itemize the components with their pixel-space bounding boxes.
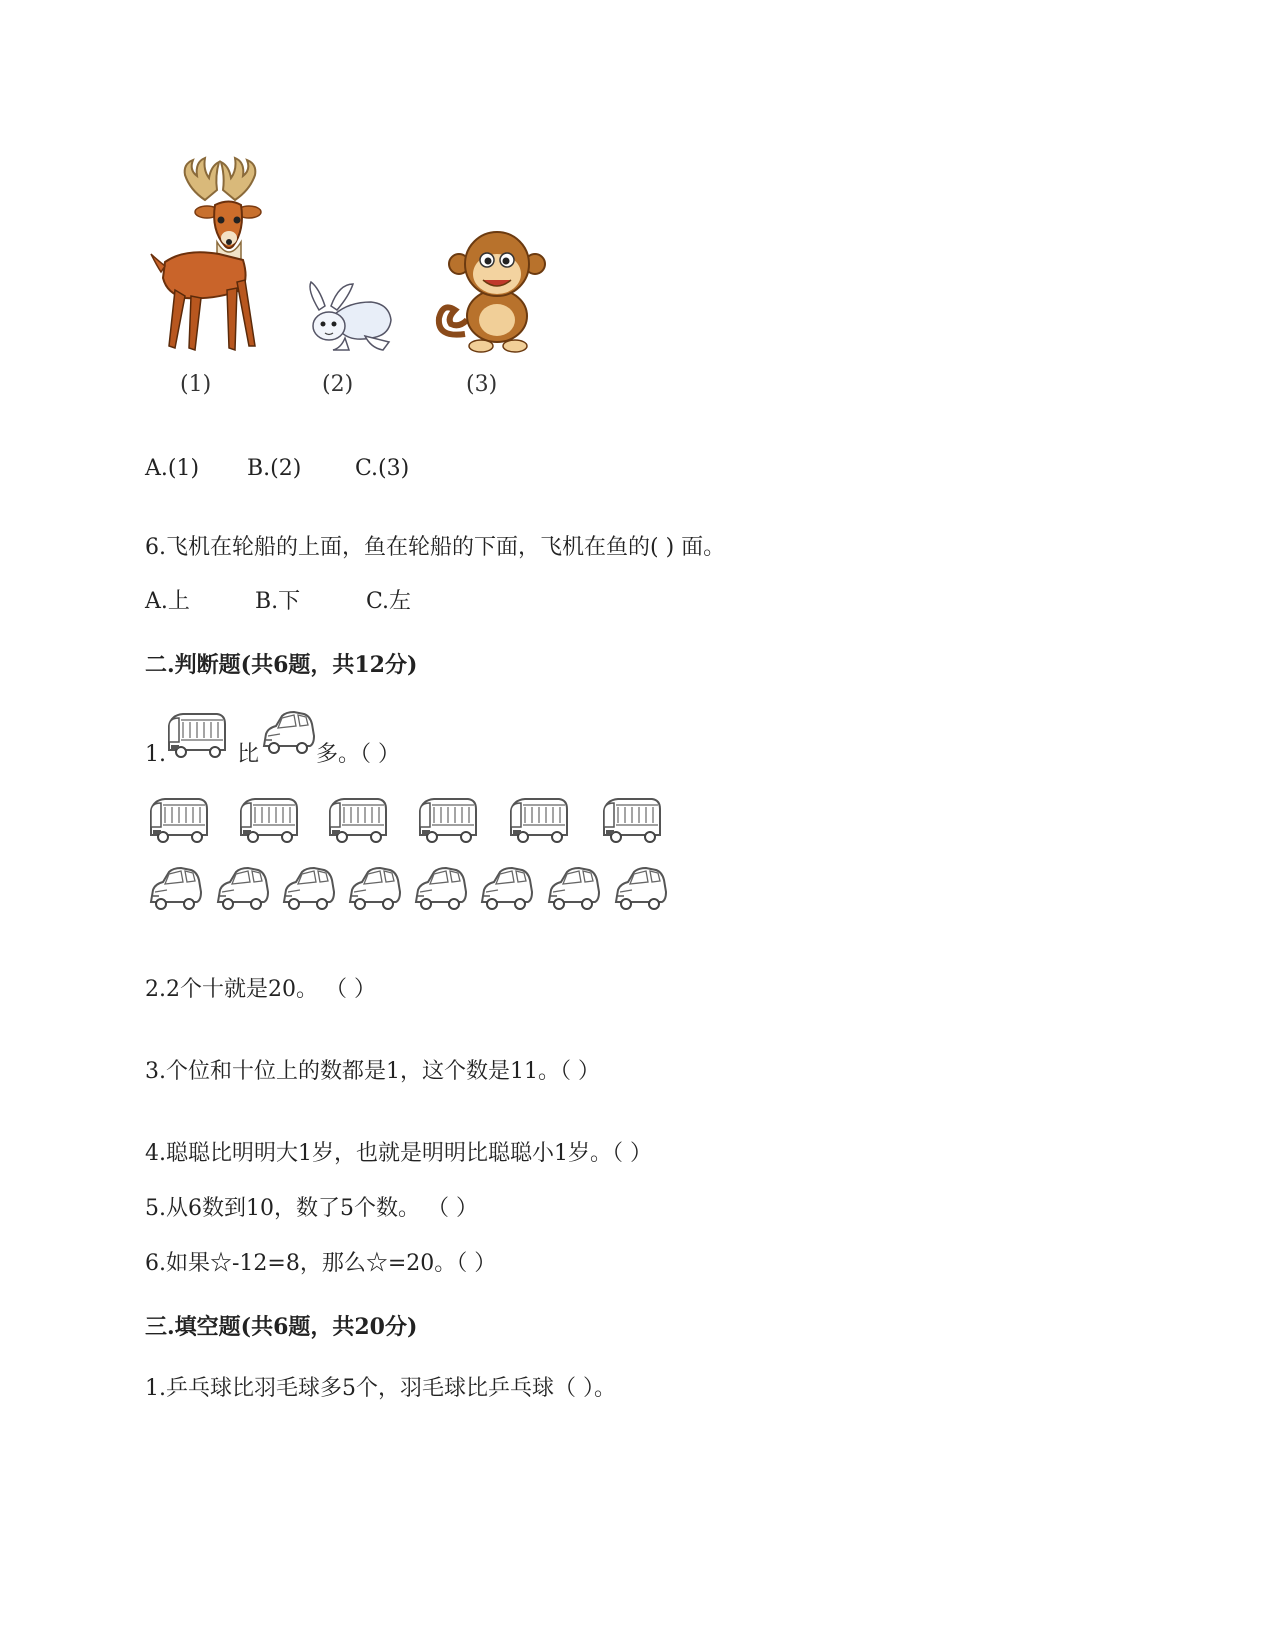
bus-icon — [147, 797, 211, 845]
q6-option-c[interactable]: C.左 — [366, 589, 412, 614]
option-c[interactable]: C.(3) — [355, 456, 410, 481]
option-a[interactable]: A.(1) — [145, 456, 200, 481]
judge-1-mid: 比 — [237, 742, 260, 767]
car-icon — [412, 868, 470, 912]
bus-icon — [165, 712, 229, 760]
bus-icon — [326, 797, 390, 845]
option-b[interactable]: B.(2) — [247, 456, 302, 481]
car-icon — [280, 868, 338, 912]
car-icon — [346, 868, 404, 912]
bus-icon — [507, 797, 571, 845]
bus-icon — [237, 797, 301, 845]
judge-6-text: 6.如果☆-12=8，那么☆=20。（ ） — [145, 1251, 497, 1276]
judge-4-text: 4.聪聪比明明大1岁，也就是明明比聪聪小1岁。（ ） — [145, 1141, 652, 1166]
monkey-picture — [435, 230, 540, 355]
picture-label-3: (3) — [466, 372, 498, 397]
judge-2-text: 2.2个十就是20。 （ ） — [145, 977, 376, 1002]
car-icon — [545, 868, 603, 912]
car-icon — [147, 868, 205, 912]
car-icon — [260, 712, 318, 756]
judge-1-prefix: 1. — [145, 742, 166, 767]
bus-icon — [416, 797, 480, 845]
question-6-text: 6.飞机在轮船的上面，鱼在轮船的下面，飞机在鱼的( ) 面。 — [145, 535, 726, 560]
section-3-heading: 三.填空题(共6题，共20分) — [145, 1314, 418, 1340]
rabbit-picture — [305, 280, 395, 355]
q6-option-b[interactable]: B.下 — [255, 589, 301, 614]
section-2-heading: 二.判断题(共6题，共12分) — [145, 652, 418, 678]
picture-label-2: (2) — [322, 372, 354, 397]
picture-label-1: (1) — [180, 372, 212, 397]
judge-5-text: 5.从6数到10，数了5个数。 （ ） — [145, 1196, 478, 1221]
judge-1-suffix: 多。（ ） — [316, 742, 400, 767]
q6-option-a[interactable]: A.上 — [145, 589, 190, 614]
fill-1-text: 1.乒乓球比羽毛球多5个，羽毛球比乒乓球（ ）。 — [145, 1376, 616, 1401]
car-icon — [214, 868, 272, 912]
bus-icon — [600, 797, 664, 845]
deer-picture — [145, 150, 295, 360]
judge-3-text: 3.个位和十位上的数都是1，这个数是11。（ ） — [145, 1059, 600, 1084]
car-icon — [612, 868, 670, 912]
car-icon — [478, 868, 536, 912]
